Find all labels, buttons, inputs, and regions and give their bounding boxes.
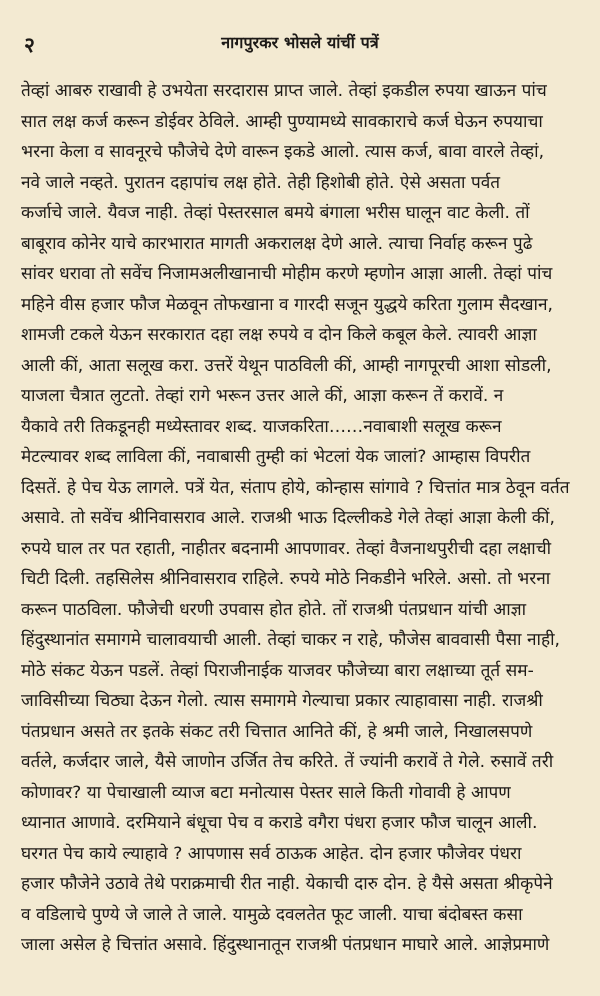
text-line: शामजी टकले येऊन सरकारात दहा लक्ष रुपये व दोन किले कबूल केले. त्यावरी आज्ञा (21, 325, 537, 345)
text-line: सांवर धरावा तो सवेंच निजामअलीखानाची मोहीम करणे म्हणोन आज्ञा आली. तेव्हां पांच (21, 264, 553, 284)
text-line: हिंदुस्थानांत समागमे चालावयाची आली. तेव्हां चाकर न राहे, फौजेस बाववासी पैसा नाही, (21, 630, 561, 650)
text-line: यैकावे तरी तिकडूनही मध्येस्तावर शब्द. याजकरिता……नवाबाशी सलूख करून (21, 416, 502, 437)
text-line: ध्यानात आणावे. दरमियाने बंधूचा पेच व कराडे वगैरा पंधरा हजार फौज चालून आली. (21, 813, 538, 833)
text-line: वर्तले, कर्जदार जाले, यैसे जाणोन उर्जित तेच करिते. तें ज्यांनी करावें ते गेले. रुसावें तरी (21, 752, 554, 772)
text-line: दिसतें. हे पेच येऊ लागले. पत्रें येत, संताप होये, कोन्हास सांगावे ? चित्तांत मात्र ठेवून वर्तत (21, 477, 570, 498)
text-line: मोठे संकट येऊन पडलें. तेव्हां पिराजीनाईक याजवर फौजेच्या बारा लक्षाच्या तूर्त सम- (21, 660, 534, 681)
text-line: तेव्हां आबरु राखावी हे उभयेता सरदारास प्राप्त जाले. तेव्हां इकडील रुपया खाऊन पांच (21, 81, 547, 101)
text-line: मेटल्यावर शब्द लाविला कीं, नवाबासी तुम्ही कां भेटलां येक जालां? आम्हास विपरीत (21, 447, 531, 467)
text-line: बाबूराव कोनेर याचे कारभारात मागती अकरालक्ष देणे आले. त्याचा निर्वाह करून पुढे (21, 233, 533, 254)
text-line: आली कीं, आता सलूख करा. उत्तरें येथून पाठविली कीं, आम्ही नागपूरची आशा सोडली, (21, 355, 552, 376)
text-line: हजार फौजेने उठावे तेथे पराक्रमाची रीत नाही. येकाची दारु दोन. हे यैसे असता श्रीकृपेने (21, 874, 553, 894)
text-line: भरना केला व सावनूरचे फौजेचे देणे वारून इकडे आलो. त्यास कर्ज, बावा वारले तेव्हां, (21, 142, 545, 162)
text-line: सात लक्ष कर्ज करून डोईवर ठेविले. आम्ही पुण्यामध्ये सावकाराचे कर्ज घेऊन रुपयाचा (21, 111, 543, 132)
body-text (21, 76, 582, 961)
text-line: व वडिलाचे पुण्ये जे जाले ते जाले. यामुळे दवलतेत फूट जाली. याचा बंदोबस्त कसा (21, 904, 523, 925)
text-line: महिने वीस हजार फौज मेळवून तोफखाना व गारदी सजून युद्धये करिता गुलाम सैदखान, (21, 294, 553, 315)
text-line: जाविसीच्या चिठ्या देऊन गेलो. त्यास समागमे गेल्याचा प्रकार त्याहावासा नाही. राजश्री (21, 691, 543, 711)
page-header (0, 35, 600, 65)
text-line: कोणावर? या पेचाखाली व्याज बटा मनोत्यास पेस्तर साले किती गोवावी हे आपण (21, 782, 511, 803)
text-line: चिटी दिली. तहसिलेस श्रीनिवासराव राहिले. रुपये मोठे निकडीने भरिले. असो. तो भरना (21, 569, 551, 589)
text-line: करून पाठविला. फौजेची धरणी उपवास होत होते. तों राजश्री पंतप्रधान यांची आज्ञा (21, 599, 527, 620)
page-title: नागपुरकर भोसले यांचीं पत्रें (221, 33, 379, 52)
text-line: पंतप्रधान असते तर इतके संकट तरी चित्तात आनिते कीं, हे श्रमी जाले, निखालसपणे (21, 721, 533, 742)
text-line: जाला असेल हे चित्तांत असावे. हिंदुस्थानातून राजश्री पंतप्रधान माघारे आले. आज्ञेप्रमाणे (21, 935, 550, 955)
text-line: असावे. तो सवेंच श्रीनिवासराव आले. राजश्री भाऊ दिल्लीकडे गेले तेव्हां आज्ञा केली कीं, (21, 508, 555, 528)
text-line: कर्जाचे जाले. यैवज नाही. तेव्हां पेस्तरसाल बमये बंगाला भरीस घालून वाट केली. तों (21, 203, 530, 223)
text-line: रुपये घाल तर पत रहाती, नाहीतर बदनामी आपणावर. तेव्हां वैजनाथपुरीची दहा लक्षाची (21, 538, 552, 559)
text-line: याजला चैत्रात लुटतो. तेव्हां रागे भरून उत्तर आले कीं, आज्ञा करून तें करावें. न (21, 386, 504, 406)
text-line: घरगत पेच काये ल्याहावे ? आपणास सर्व ठाऊक आहेत. दोन हजार फौजेवर पंधरा (21, 843, 522, 864)
text-line: नवे जाले नव्हते. पुरातन दहापांच लक्ष होते. तेही हिशोबी होते. ऐसे असता पर्वत (21, 172, 501, 193)
page-number: २ (24, 33, 35, 57)
